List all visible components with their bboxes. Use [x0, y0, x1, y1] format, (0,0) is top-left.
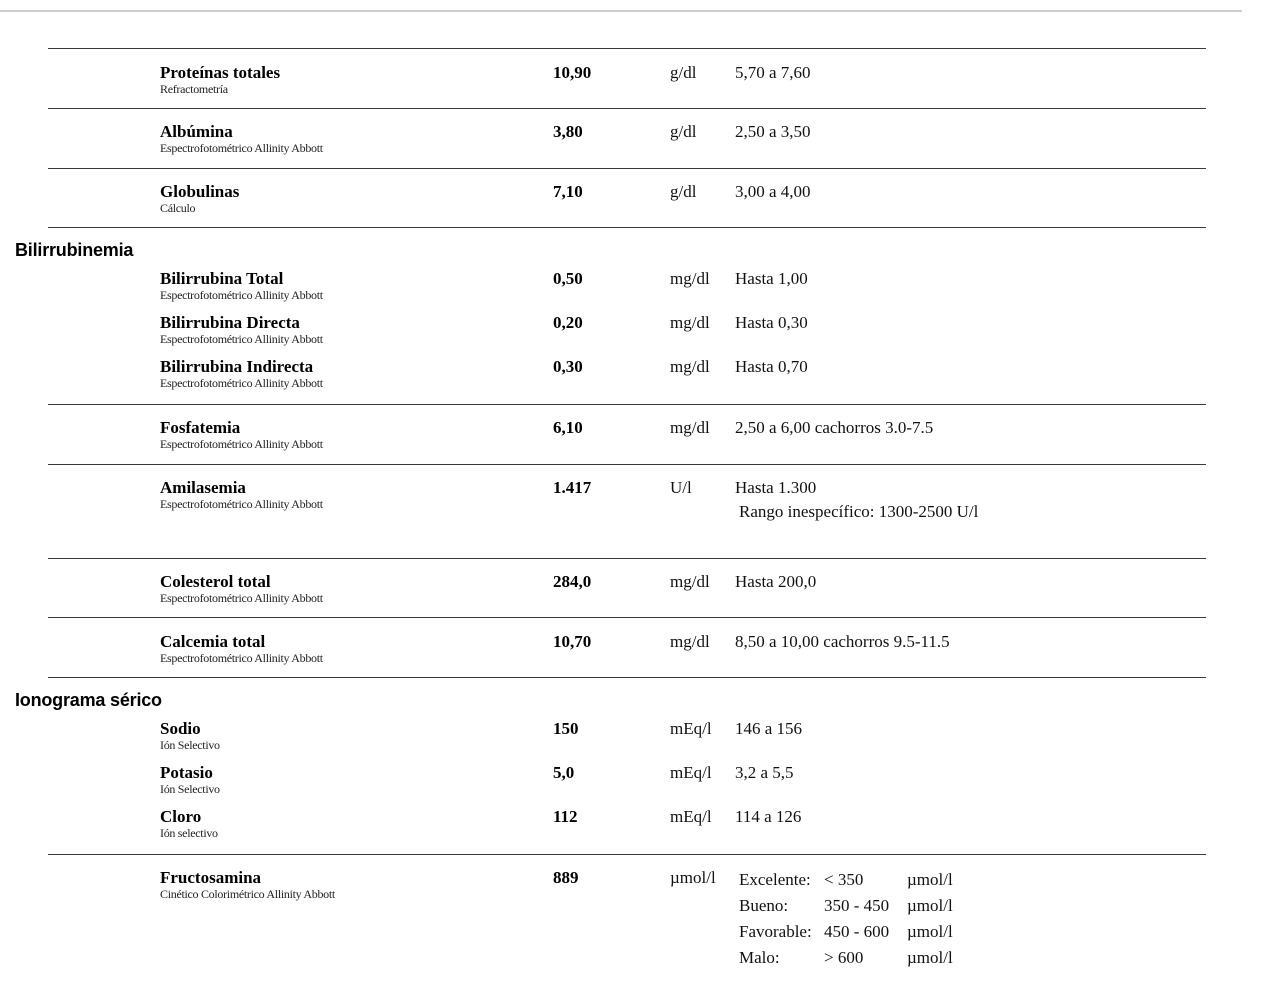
- test-unit: mg/dl: [670, 313, 710, 332]
- test-method: Espectrofotométrico Allinity Abbott: [160, 141, 323, 155]
- test-name: Albúmina: [160, 122, 233, 141]
- test-value: 112: [553, 807, 578, 826]
- test-method: Cálculo: [160, 201, 196, 215]
- test-reference: 146 a 156: [735, 719, 803, 738]
- test-value: 0,30: [553, 357, 583, 376]
- test-unit: mg/dl: [670, 269, 710, 288]
- test-value: 0,50: [553, 269, 583, 288]
- test-reference: 5,70 a 7,60: [735, 63, 811, 82]
- test-value: 6,10: [553, 418, 583, 437]
- test-unit: g/dl: [670, 122, 697, 141]
- scale-row: [739, 922, 953, 948]
- test-unit: mEq/l: [670, 719, 712, 738]
- test-value: 150: [553, 719, 579, 738]
- test-value: 7,10: [553, 182, 583, 201]
- test-bilirrubina-total: [160, 270, 323, 302]
- test-method: Espectrofotométrico Allinity Abbott: [160, 437, 323, 451]
- test-name: Bilirrubina Directa: [160, 313, 300, 332]
- section-title-bilirrubinemia: Bilirrubinemia: [15, 240, 134, 260]
- row-divider: [48, 48, 1206, 49]
- test-name: Colesterol total: [160, 572, 271, 591]
- row-divider: [48, 558, 1206, 559]
- row-divider: [48, 617, 1206, 618]
- test-proteinas-totales: [160, 64, 280, 96]
- test-reference: 114 a 126: [735, 807, 802, 826]
- test-unit: mg/dl: [670, 357, 710, 376]
- test-unit: U/l: [670, 478, 692, 497]
- row-divider: [48, 108, 1206, 109]
- test-value: 3,80: [553, 122, 583, 141]
- scale-unit: µmol/l: [907, 870, 953, 889]
- scale-range: 350 - 450: [824, 896, 890, 915]
- test-name: Fructosamina: [160, 868, 262, 887]
- test-reference: 2,50 a 3,50: [735, 122, 811, 141]
- test-method: Espectrofotométrico Allinity Abbott: [160, 651, 323, 665]
- test-method: Refractometría: [160, 82, 228, 96]
- test-value: 284,0: [553, 572, 592, 591]
- test-method: Espectrofotométrico Allinity Abbott: [160, 497, 323, 511]
- test-unit: µmol/l: [670, 868, 716, 887]
- scale-unit: µmol/l: [907, 896, 953, 915]
- test-reference: Hasta 0,70: [735, 357, 808, 376]
- test-fructosamina: [160, 869, 335, 901]
- test-globulinas: [160, 183, 239, 215]
- test-value: 10,70: [553, 632, 592, 651]
- test-method: Ión selectivo: [160, 826, 218, 840]
- test-unit: g/dl: [670, 63, 697, 82]
- test-unit: mg/dl: [670, 418, 710, 437]
- scale-unit: µmol/l: [907, 948, 953, 967]
- test-colesterol-total: [160, 573, 323, 605]
- test-sodio: [160, 720, 220, 752]
- test-reference: 3,00 a 4,00: [735, 182, 811, 201]
- test-reference: Hasta 200,0: [735, 572, 817, 591]
- section-title-ionograma: Ionograma sérico: [15, 690, 162, 710]
- test-value: 1.417: [553, 478, 592, 497]
- test-value: 5,0: [553, 763, 575, 782]
- page-top-divider: [0, 10, 1242, 12]
- scale-label: Malo:: [739, 948, 780, 967]
- test-unit: g/dl: [670, 182, 697, 201]
- row-divider: [48, 677, 1206, 678]
- test-unit: mEq/l: [670, 807, 712, 826]
- test-method: Espectrofotométrico Allinity Abbott: [160, 288, 323, 302]
- test-amilasemia: [160, 479, 323, 511]
- test-albumina: [160, 123, 323, 155]
- test-reference: 3,2 a 5,5: [735, 763, 794, 782]
- test-name: Cloro: [160, 807, 202, 826]
- row-divider: [48, 404, 1206, 405]
- test-reference: Hasta 1,00: [735, 269, 808, 288]
- test-name: Potasio: [160, 763, 213, 782]
- test-name: Bilirrubina Indirecta: [160, 357, 314, 376]
- scale-range: < 350: [824, 870, 864, 889]
- test-reference: Hasta 1.300: [735, 478, 817, 497]
- scale-row: [739, 948, 953, 974]
- test-name: Proteínas totales: [160, 63, 281, 82]
- test-unit: mEq/l: [670, 763, 712, 782]
- test-name: Bilirrubina Total: [160, 269, 284, 288]
- scale-label: Bueno:: [739, 896, 789, 915]
- row-divider: [48, 168, 1206, 169]
- scale-label: Favorable:: [739, 922, 812, 941]
- test-potasio: [160, 764, 220, 796]
- test-value: 10,90: [553, 63, 592, 82]
- scale-unit: µmol/l: [907, 922, 953, 941]
- test-name: Calcemia total: [160, 632, 266, 651]
- test-method: Cinético Colorimétrico Allinity Abbott: [160, 887, 335, 901]
- test-reference-note: Rango inespecífico: 1300-2500 U/l: [739, 502, 979, 521]
- test-value: 889: [553, 868, 579, 887]
- test-name: Fosfatemia: [160, 418, 241, 437]
- test-fosfatemia: [160, 419, 323, 451]
- test-name: Globulinas: [160, 182, 240, 201]
- test-method: Ión Selectivo: [160, 738, 220, 752]
- test-reference: 2,50 a 6,00 cachorros 3.0-7.5: [735, 418, 934, 437]
- test-calcemia-total: [160, 633, 323, 665]
- test-reference: Hasta 0,30: [735, 313, 808, 332]
- test-method: Ión Selectivo: [160, 782, 220, 796]
- row-divider: [48, 227, 1206, 228]
- test-method: Espectrofotométrico Allinity Abbott: [160, 332, 323, 346]
- test-bilirrubina-indirecta: [160, 358, 323, 390]
- test-method: Espectrofotométrico Allinity Abbott: [160, 376, 323, 390]
- test-unit: mg/dl: [670, 632, 710, 651]
- scale-row: [739, 896, 953, 922]
- test-name: Amilasemia: [160, 478, 246, 497]
- scale-label: Excelente:: [739, 870, 811, 889]
- fructosamina-reference-scale: [739, 870, 953, 974]
- scale-row: [739, 870, 953, 896]
- test-bilirrubina-directa: [160, 314, 323, 346]
- test-value: 0,20: [553, 313, 583, 332]
- test-cloro: [160, 808, 218, 840]
- scale-range: > 600: [824, 948, 864, 967]
- row-divider: [48, 854, 1206, 855]
- scale-range: 450 - 600: [824, 922, 890, 941]
- row-divider: [48, 464, 1206, 465]
- test-unit: mg/dl: [670, 572, 710, 591]
- test-name: Sodio: [160, 719, 201, 738]
- test-reference: 8,50 a 10,00 cachorros 9.5-11.5: [735, 632, 950, 651]
- test-method: Espectrofotométrico Allinity Abbott: [160, 591, 323, 605]
